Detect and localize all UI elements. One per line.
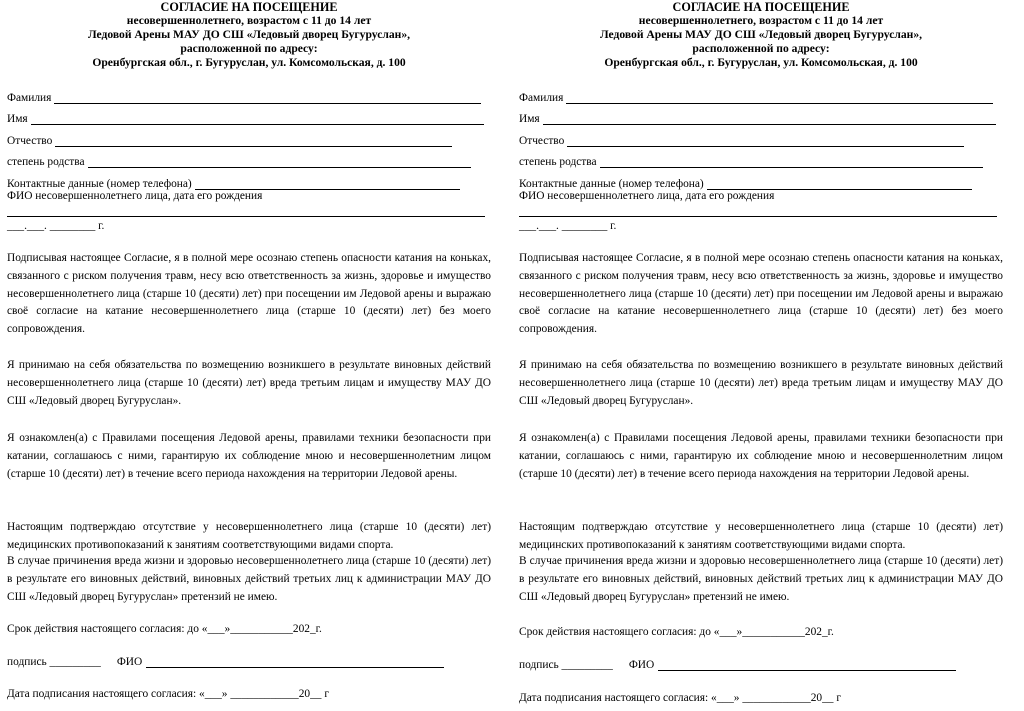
minor-info-line[interactable]: [7, 204, 485, 217]
name-field[interactable]: [7, 111, 484, 125]
form-title: СОГЛАСИЕ НА ПОСЕЩЕНИЕ: [160, 0, 338, 14]
paragraph-rules: Я ознакомлен(а) с Правилами посещения Ледовой арены, правилами техники безопасности при катании, соглашаюсь с ними, гарантирую их соблюдение мною и несовершеннолетним лицом (старше 10 (десяти) лет) в течение всего периода нахождения на территории Ледовой арены.: [7, 432, 491, 480]
relation-label: степень родства: [7, 156, 85, 168]
relation-line[interactable]: [88, 156, 471, 168]
form-subtitle-address-label: расположенной по адресу:: [180, 42, 318, 55]
paragraph-liability: Я принимаю на себя обязательства по возмещению возникшего в результате виновных действий несовершеннолетнего лица (старше 10 (десяти) лет) вреда третьим лицам и имуществу МАУ ДО СШ «Ледовый дворец Бугуруслан».: [519, 359, 1003, 407]
fio-line[interactable]: [146, 656, 444, 668]
surname-label: Фамилия: [519, 92, 564, 104]
paragraph-medical: Настоящим подтверждаю отсутствие у несовершеннолетнего лица (старше 10 (десяти) лет) медицинских противопоказаний к занятиям соответствующими видами спорта.: [519, 521, 1003, 551]
surname-field[interactable]: [519, 90, 993, 104]
patronymic-line[interactable]: [55, 135, 452, 147]
paragraph-claims: В случае причинения вреда жизни и здоровью несовершеннолетнего лица (старше 10 (десяти) лет) в результате его виновных действий, виновных действий третьих лиц к администрации МАУ ДО СШ «Ледовый дворец Бугуруслан» претензий не имею.: [7, 555, 491, 603]
paragraph-claims: В случае причинения вреда жизни и здоровью несовершеннолетнего лица (старше 10 (десяти) лет) в результате его виновных действий, виновных действий третьих лиц к администрации МАУ ДО СШ «Ледовый дворец Бугуруслан» претензий не имею.: [519, 555, 1003, 603]
relation-label: степень родства: [519, 156, 597, 168]
paragraph-risk: Подписывая настоящее Согласие, я в полной мере осознаю степень опасности катания на коньках, связанного с риском получения травм, несу всю ответственность за жизнь, здоровье и имущество несовершеннолетнего лица (старше 10 (десяти) лет) при посещении им Ледовой арены и выражаю своё согласие на катание несовершеннолетнего лица (старше 10 (десяти) лет) без моего сопровождения.: [519, 252, 1003, 336]
surname-line[interactable]: [566, 92, 993, 104]
validity-line[interactable]: Срок действия настоящего согласия: до «___»___________202_г.: [7, 623, 322, 635]
paragraph-rules: Я ознакомлен(а) с Правилами посещения Ледовой арены, правилами техники безопасности при катании, соглашаюсь с ними, гарантирую их соблюдение мною и несовершеннолетним лицом (старше 10 (десяти) лет) в течение всего периода нахождения на территории Ледовой арены.: [519, 432, 1003, 480]
fio-label: ФИО: [116, 656, 143, 668]
sign-date-line[interactable]: Дата подписания настоящего согласия: «___» ____________20__ г: [519, 692, 841, 704]
fio-label: ФИО: [628, 659, 655, 671]
surname-field[interactable]: [7, 90, 481, 104]
signature-label[interactable]: подпись _________: [519, 659, 613, 671]
paragraph-medical: Настоящим подтверждаю отсутствие у несовершеннолетнего лица (старше 10 (десяти) лет) медицинских противопоказаний к занятиям соответствующими видами спорта.: [7, 521, 491, 551]
fio-line[interactable]: [658, 659, 956, 671]
minor-info-label: ФИО несовершеннолетнего лица, дата его рождения: [519, 190, 775, 202]
surname-line[interactable]: [54, 92, 481, 104]
consent-form-right: [519, 0, 1003, 704]
form-header: [519, 0, 1003, 70]
paragraph-risk: Подписывая настоящее Согласие, я в полной мере осознаю степень опасности катания на коньках, связанного с риском получения травм, несу всю ответственность за жизнь, здоровье и имущество несовершеннолетнего лица (старше 10 (десяти) лет) при посещении им Ледовой арены и выражаю своё согласие на катание несовершеннолетнего лица (старше 10 (десяти) лет) без моего сопровождения.: [7, 252, 491, 336]
form-subtitle-age: несовершеннолетнего, возрастом с 11 до 14 лет: [638, 14, 884, 27]
patronymic-label: Отчество: [519, 135, 565, 147]
signature-label[interactable]: подпись _________: [7, 656, 101, 668]
minor-info-line[interactable]: [519, 204, 997, 217]
name-line[interactable]: [543, 113, 996, 125]
form-subtitle-address: Оренбургская обл., г. Бугуруслан, ул. Комсомольская, д. 100: [604, 56, 918, 69]
sign-date-line[interactable]: Дата подписания настоящего согласия: «___» ____________20__ г: [7, 688, 329, 700]
birth-date-line[interactable]: ___.___. ________ г.: [519, 220, 617, 232]
signature-row: [7, 656, 444, 668]
relation-line[interactable]: [600, 156, 983, 168]
contacts-line[interactable]: [707, 178, 972, 190]
patronymic-line[interactable]: [567, 135, 964, 147]
form-header: [7, 0, 491, 70]
patronymic-field[interactable]: [7, 133, 452, 147]
form-subtitle-arena: Ледовой Арены МАУ ДО СШ «Ледовый дворец Бугуруслан»,: [599, 28, 923, 41]
contacts-label: Контактные данные (номер телефона): [7, 178, 192, 190]
name-field[interactable]: [519, 111, 996, 125]
contacts-field[interactable]: [519, 176, 972, 190]
signature-row: [519, 659, 956, 671]
birth-date-line[interactable]: ___.___. ________ г.: [7, 220, 105, 232]
patronymic-label: Отчество: [7, 135, 53, 147]
form-subtitle-arena: Ледовой Арены МАУ ДО СШ «Ледовый дворец Бугуруслан»,: [87, 28, 411, 41]
name-line[interactable]: [31, 113, 484, 125]
contacts-field[interactable]: [7, 176, 460, 190]
contacts-label: Контактные данные (номер телефона): [519, 178, 704, 190]
form-subtitle-age: несовершеннолетнего, возрастом с 11 до 14 лет: [126, 14, 372, 27]
patronymic-field[interactable]: [519, 133, 964, 147]
contacts-line[interactable]: [195, 178, 460, 190]
minor-info-label: ФИО несовершеннолетнего лица, дата его рождения: [7, 190, 263, 202]
surname-label: Фамилия: [7, 92, 52, 104]
paragraph-liability: Я принимаю на себя обязательства по возмещению возникшего в результате виновных действий несовершеннолетнего лица (старше 10 (десяти) лет) вреда третьим лицам и имуществу МАУ ДО СШ «Ледовый дворец Бугуруслан».: [7, 359, 491, 407]
name-label: Имя: [7, 113, 28, 125]
relation-field[interactable]: [519, 154, 983, 168]
form-subtitle-address-label: расположенной по адресу:: [692, 42, 830, 55]
form-title: СОГЛАСИЕ НА ПОСЕЩЕНИЕ: [672, 0, 850, 14]
validity-line[interactable]: Срок действия настоящего согласия: до «___»___________202_г.: [519, 626, 834, 638]
name-label: Имя: [519, 113, 540, 125]
consent-form-left: [7, 0, 491, 700]
relation-field[interactable]: [7, 154, 471, 168]
form-subtitle-address: Оренбургская обл., г. Бугуруслан, ул. Комсомольская, д. 100: [92, 56, 406, 69]
